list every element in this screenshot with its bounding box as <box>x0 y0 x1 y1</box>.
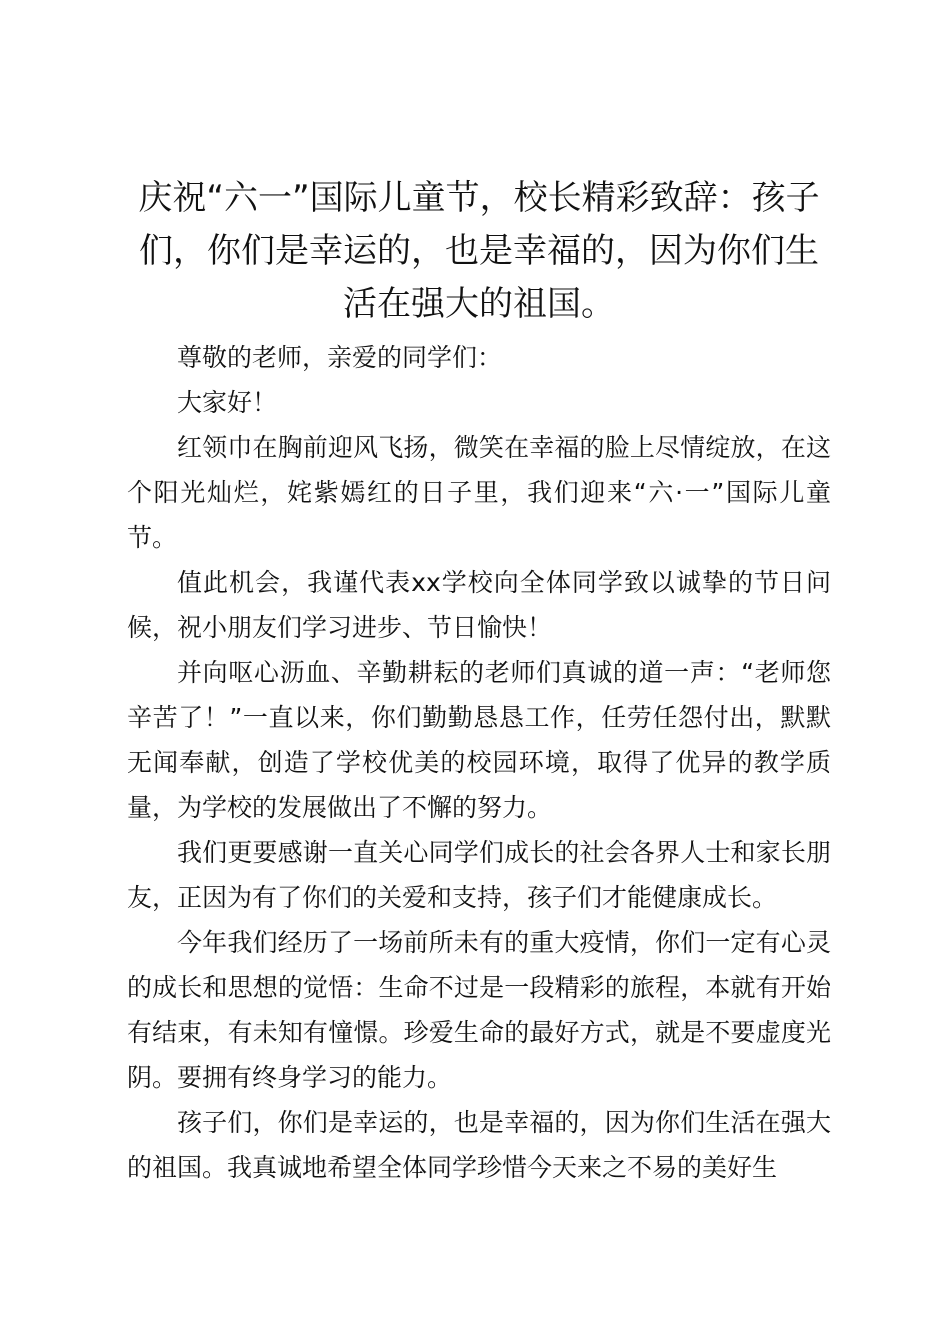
document-page <box>127 172 831 1190</box>
paragraph-greeting: 大家好！ <box>177 388 278 417</box>
paragraph: 并向呕心沥血、辛勤耕耘的老师们真诚的道一声：“老师您辛苦了！”一直以来，你们勤勤恳恳工作，任劳任怨付出，默默无闻奉献，创造了学校优美的校园环境，取得了优异的教学质量，为学校的发展做出了不懈的努力。 <box>127 658 831 822</box>
paragraph: 红领巾在胸前迎风飞扬，微笑在幸福的脸上尽情绽放，在这个阳光灿烂，姹紫嫣红的日子里，我们迎来“六·一”国际儿童节。 <box>127 433 831 552</box>
paragraph: 孩子们，你们是幸运的，也是幸福的，因为你们生活在强大的祖国。我真诚地希望全体同学珍惜今天来之不易的美好生 <box>127 1108 831 1182</box>
paragraph-salutation: 尊敬的老师，亲爱的同学们： <box>177 343 503 372</box>
paragraph: 值此机会，我谨代表xx学校向全体同学致以诚挚的节日问候，祝小朋友们学习进步、节日愉快！ <box>127 568 831 642</box>
paragraph: 我们更要感谢一直关心同学们成长的社会各界人士和家长朋友，正因为有了你们的关爱和支持，孩子们才能健康成长。 <box>127 838 831 912</box>
document-title: 庆祝“六一”国际儿童节，校长精彩致辞：孩子们，你们是幸运的，也是幸福的，因为你们生活在强大的祖国。 <box>138 178 820 324</box>
paragraph: 今年我们经历了一场前所未有的重大疫情，你们一定有心灵的成长和思想的觉悟：生命不过是一段精彩的旅程，本就有开始有结束，有未知有憧憬。珍爱生命的最好方式，就是不要虚度光阴。要拥有终身学习的能力。 <box>127 928 831 1092</box>
